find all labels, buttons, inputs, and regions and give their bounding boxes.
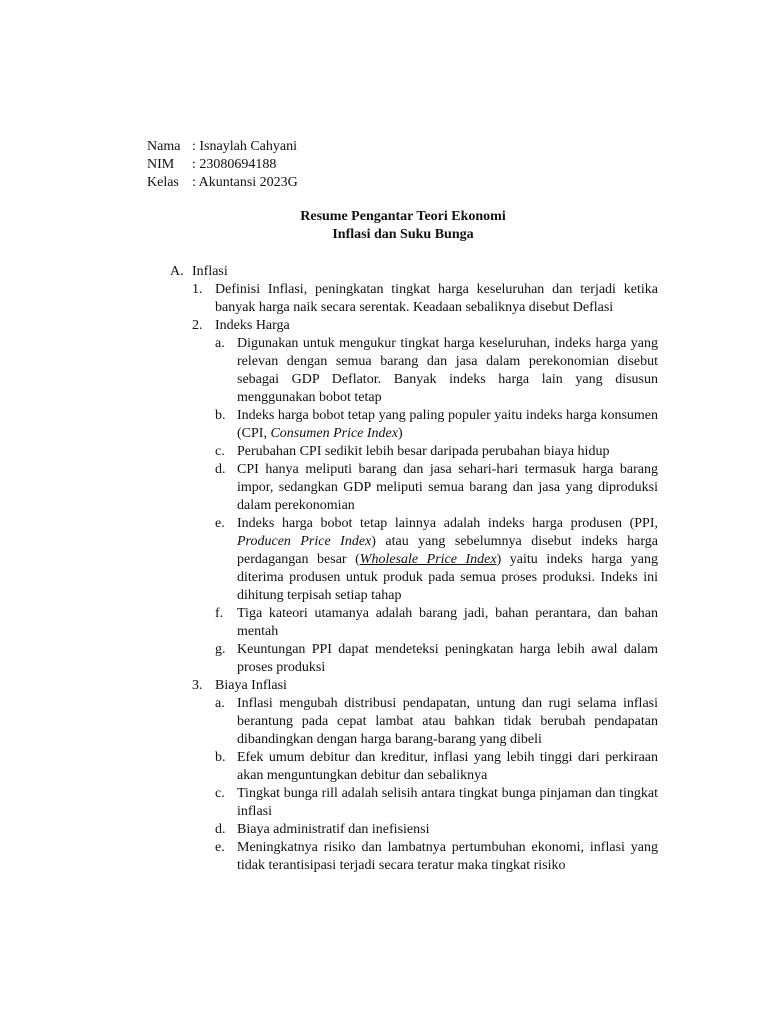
item-2-label: Indeks Harga bbox=[215, 318, 290, 333]
list-item-3e bbox=[170, 839, 658, 875]
item-2c-text: Perubahan CPI sedikit lebih besar daripada perubahan biaya hidup bbox=[237, 444, 610, 459]
list-item-3d bbox=[170, 821, 658, 839]
list-item-2c bbox=[170, 443, 658, 461]
item-1-marker: 1. bbox=[192, 282, 203, 297]
item-2d-text: CPI hanya meliputi barang dan jasa sehari-hari termasuk harga barang impor, sedangkan GDP meliputi semua barang dan jasa yang diproduksi dalam perekonomian bbox=[237, 462, 658, 513]
item-2a-marker: a. bbox=[215, 336, 225, 351]
document-title bbox=[0, 208, 768, 244]
list-item-3a bbox=[170, 695, 658, 749]
list-item-3c bbox=[170, 785, 658, 821]
item-2e-text-3: ) yaitu indeks harga yang diterima produsen untuk produk pada semua proses produksi. Indeks ini dihitung terpisah setiap tahap bbox=[237, 552, 658, 603]
item-1-text: Definisi Inflasi, peningkatan tingkat harga keseluruhan dan terjadi ketika banyak harga naik secara serentak. Keadaan sebaliknya disebut Deflasi bbox=[215, 282, 658, 315]
info-nim-row bbox=[147, 156, 298, 174]
title-line-2: Inflasi dan Suku Bunga bbox=[332, 227, 474, 242]
kelas-value: : Akuntansi 2023G bbox=[192, 175, 298, 190]
item-3d-text: Biaya administratif dan inefisiensi bbox=[237, 822, 430, 837]
student-info bbox=[147, 138, 298, 192]
list-item-1 bbox=[170, 281, 658, 317]
section-a-marker: A. bbox=[170, 264, 184, 279]
list-item-2a bbox=[170, 335, 658, 407]
document-body bbox=[170, 263, 658, 875]
list-item-2f bbox=[170, 605, 658, 641]
item-2e-text-2: ) atau yang sebelumnya disebut indeks harga perdagangan besar ( bbox=[237, 534, 658, 567]
title-line-1: Resume Pengantar Teori Ekonomi bbox=[300, 209, 506, 224]
item-2g-text: Keuntungan PPI dapat mendeteksi peningkatan harga lebih awal dalam proses produksi bbox=[237, 642, 658, 675]
item-2a-text: Digunakan untuk mengukur tingkat harga keseluruhan, indeks harga yang relevan dengan semua barang dan jasa dalam perekonomian disebut sebagai GDP Deflator. Banyak indeks harga lain yang disusun menggunakan bobot tetap bbox=[237, 336, 658, 405]
list-item-2g bbox=[170, 641, 658, 677]
item-2e-text-italic-1: Producen Price Index bbox=[237, 534, 372, 549]
item-3a-text: Inflasi mengubah distribusi pendapatan, untung dan rugi selama inflasi berantung pada cepat lambat atau bahkan tidak berubah pendapatan dibandingkan dengan harga barang-barang yang dibeli bbox=[237, 696, 658, 747]
list-item-2 bbox=[170, 317, 658, 335]
item-3c-marker: c. bbox=[215, 786, 225, 801]
list-item-2b bbox=[170, 407, 658, 443]
kelas-label: Kelas bbox=[147, 175, 179, 190]
item-2d-marker: d. bbox=[215, 462, 226, 477]
item-3d-marker: d. bbox=[215, 822, 226, 837]
item-2b-text bbox=[237, 407, 658, 443]
item-2e-marker: e. bbox=[215, 516, 225, 531]
item-3c-text: Tingkat bunga rill adalah selisih antara tingkat bunga pinjaman dan tingkat inflasi bbox=[237, 786, 658, 819]
item-3b-text: Efek umum debitur dan kreditur, inflasi yang lebih tinggi dari perkiraan akan menguntungkan debitur dan sebaliknya bbox=[237, 750, 658, 783]
name-label: Nama bbox=[147, 139, 181, 154]
item-2g-marker: g. bbox=[215, 642, 226, 657]
item-2c-marker: c. bbox=[215, 444, 225, 459]
info-name-row bbox=[147, 138, 298, 156]
info-kelas-row bbox=[147, 174, 298, 192]
item-3e-marker: e. bbox=[215, 840, 225, 855]
section-a-label: Inflasi bbox=[192, 264, 228, 279]
item-2b-text-italic: Consumen Price Index bbox=[270, 426, 398, 441]
item-2b-marker: b. bbox=[215, 408, 226, 423]
nim-label: NIM bbox=[147, 157, 175, 172]
item-2b-text-post: ) bbox=[397, 426, 403, 441]
item-2b-text-pre: Indeks harga bobot tetap yang paling populer yaitu indeks harga konsumen (CPI, bbox=[237, 408, 658, 441]
list-item-3 bbox=[170, 677, 658, 695]
nim-value: : 23080694188 bbox=[192, 157, 277, 172]
item-3-marker: 3. bbox=[192, 678, 203, 693]
item-2e-text-italic-2: Wholesale Price Index bbox=[359, 552, 497, 567]
item-2-marker: 2. bbox=[192, 318, 203, 333]
item-3-label: Biaya Inflasi bbox=[215, 678, 287, 693]
item-3a-marker: a. bbox=[215, 696, 225, 711]
item-2e-text-1: Indeks harga bobot tetap lainnya adalah indeks harga produsen (PPI, bbox=[237, 516, 658, 531]
list-item-2d bbox=[170, 461, 658, 515]
item-2e-text bbox=[237, 515, 658, 605]
section-a-heading bbox=[170, 263, 658, 281]
item-3e-text: Meningkatnya risiko dan lambatnya pertumbuhan ekonomi, inflasi yang tidak terantisipasi terjadi secara teratur maka tingkat risiko bbox=[237, 840, 658, 873]
list-item-3b bbox=[170, 749, 658, 785]
item-2f-text: Tiga kateori utamanya adalah barang jadi, bahan perantara, dan bahan mentah bbox=[237, 606, 658, 639]
item-3b-marker: b. bbox=[215, 750, 226, 765]
list-item-2e bbox=[170, 515, 658, 605]
name-value: : Isnaylah Cahyani bbox=[192, 139, 297, 154]
item-2f-marker: f. bbox=[215, 606, 224, 621]
